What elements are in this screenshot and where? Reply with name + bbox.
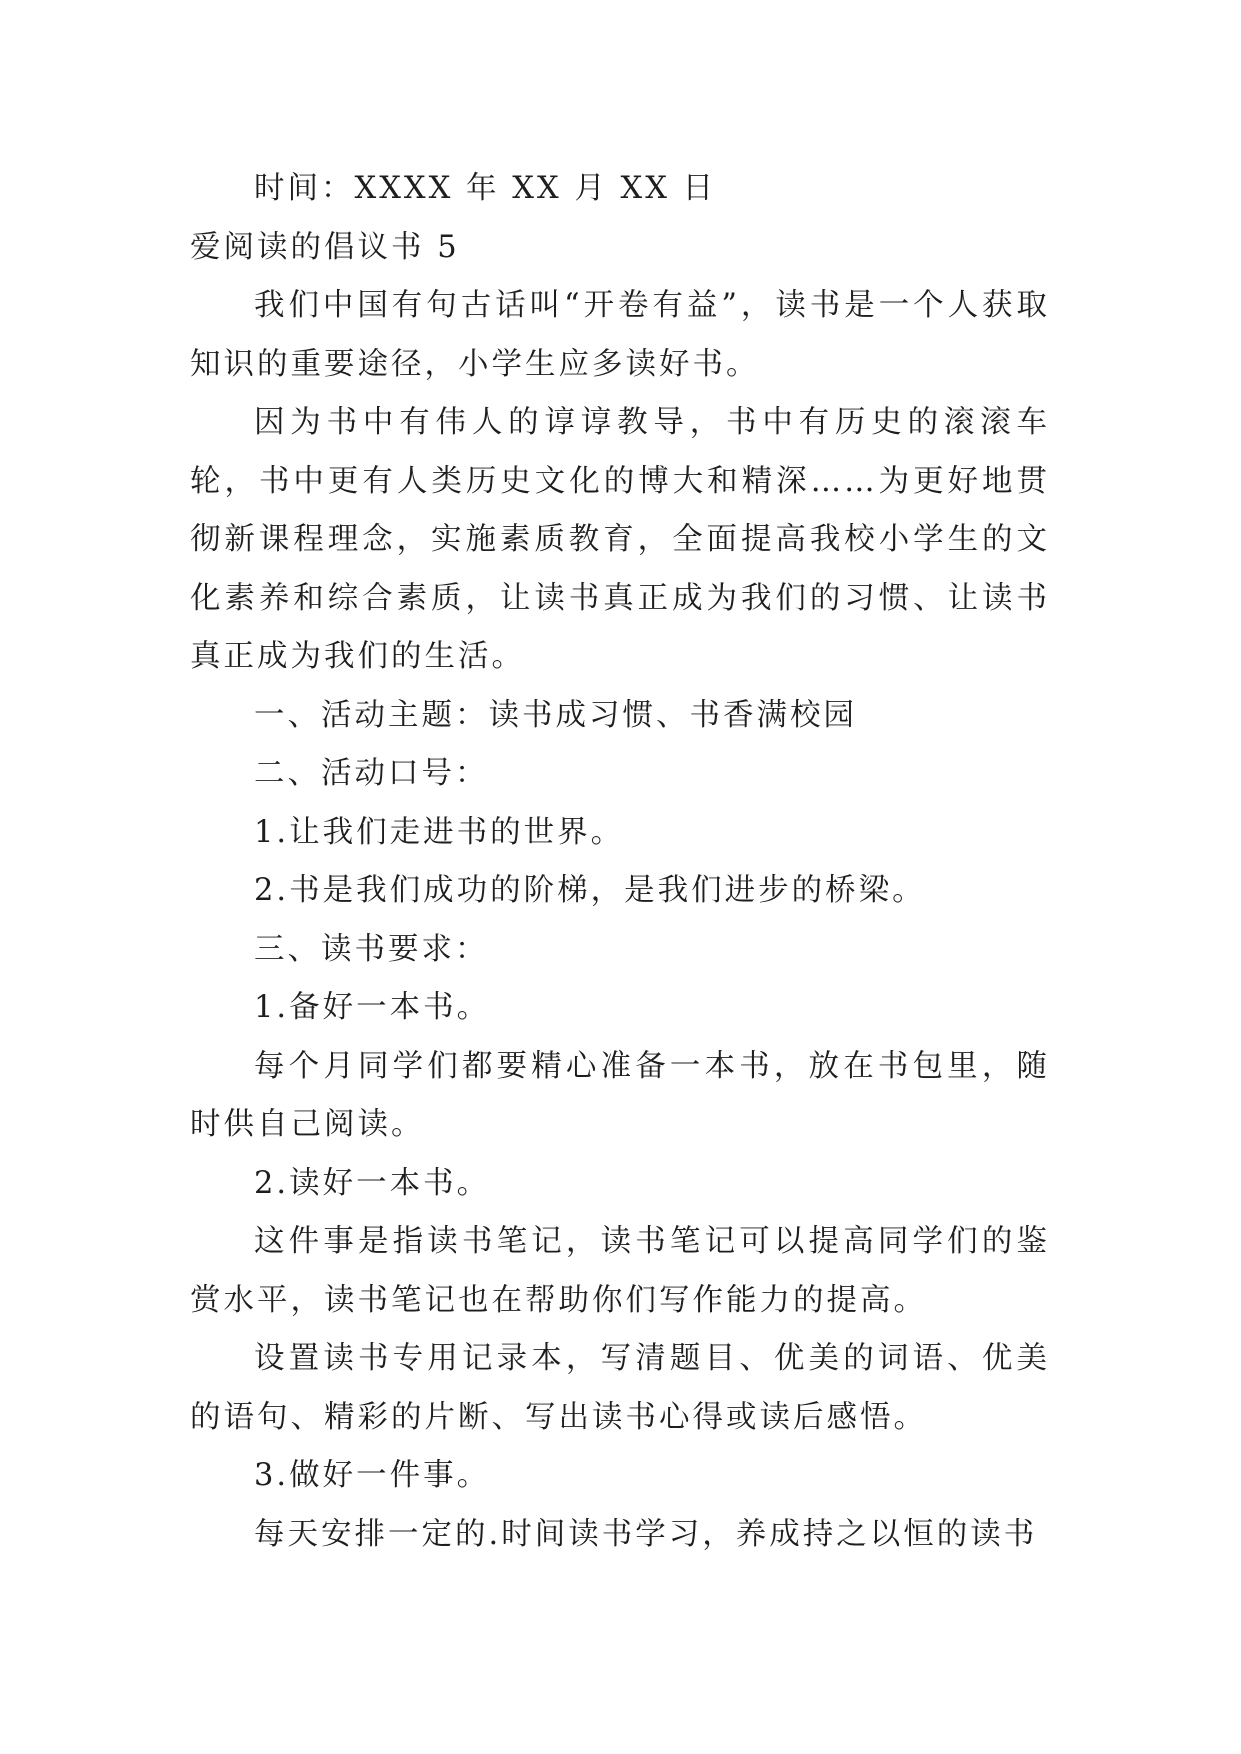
- requirement-1-body: 每个月同学们都要精心准备一本书，放在书包里，随时供自己阅读。: [190, 1048, 1050, 1142]
- date-line: 时间：XXXX 年 XX 月 XX 日: [254, 171, 717, 206]
- requirement-2-body: 这件事是指读书笔记，读书笔记可以提高同学们的鉴赏水平，读书笔记也在帮助你们写作能力的提高。: [190, 1224, 1050, 1318]
- requirement-3-heading: 3.做好一件事。: [254, 1458, 491, 1493]
- document-title: 爱阅读的倡议书 5: [190, 229, 460, 265]
- slogan-item-2: 2.书是我们成功的阶梯，是我们进步的桥梁。: [254, 873, 926, 908]
- reading-requirements-heading: 三、读书要求：: [254, 931, 489, 967]
- activity-theme: 一、活动主题：读书成习惯、书香满校园: [254, 697, 857, 733]
- requirement-3-body: 每天安排一定的.时间读书学习，养成持之以恒的读书: [254, 1516, 1038, 1552]
- slogan-item-1: 1.让我们走进书的世界。: [254, 814, 625, 850]
- requirement-2-body-extra: 设置读书专用记录本，写清题目、优美的词语、优美的语句、精彩的片断、写出读书心得或读后感悟。: [190, 1341, 1050, 1435]
- document-body: [190, 160, 1050, 1564]
- paragraph-reason: 因为书中有伟人的谆谆教导，书中有历史的滚滚车轮，书中更有人类历史文化的博大和精深……为更好地贯彻新课程理念，实施素质教育，全面提高我校小学生的文化素养和综合素质，让读书真正成为我们的习惯、让读书真正成为我们的生活。: [190, 405, 1050, 674]
- activity-slogan-heading: 二、活动口号：: [254, 756, 489, 791]
- requirement-2-heading: 2.读好一本书。: [254, 1165, 491, 1201]
- requirement-1-heading: 1.备好一本书。: [254, 990, 491, 1025]
- paragraph-intro: 我们中国有句古话叫“开卷有益”，读书是一个人获取知识的重要途径，小学生应多读好书。: [190, 288, 1050, 382]
